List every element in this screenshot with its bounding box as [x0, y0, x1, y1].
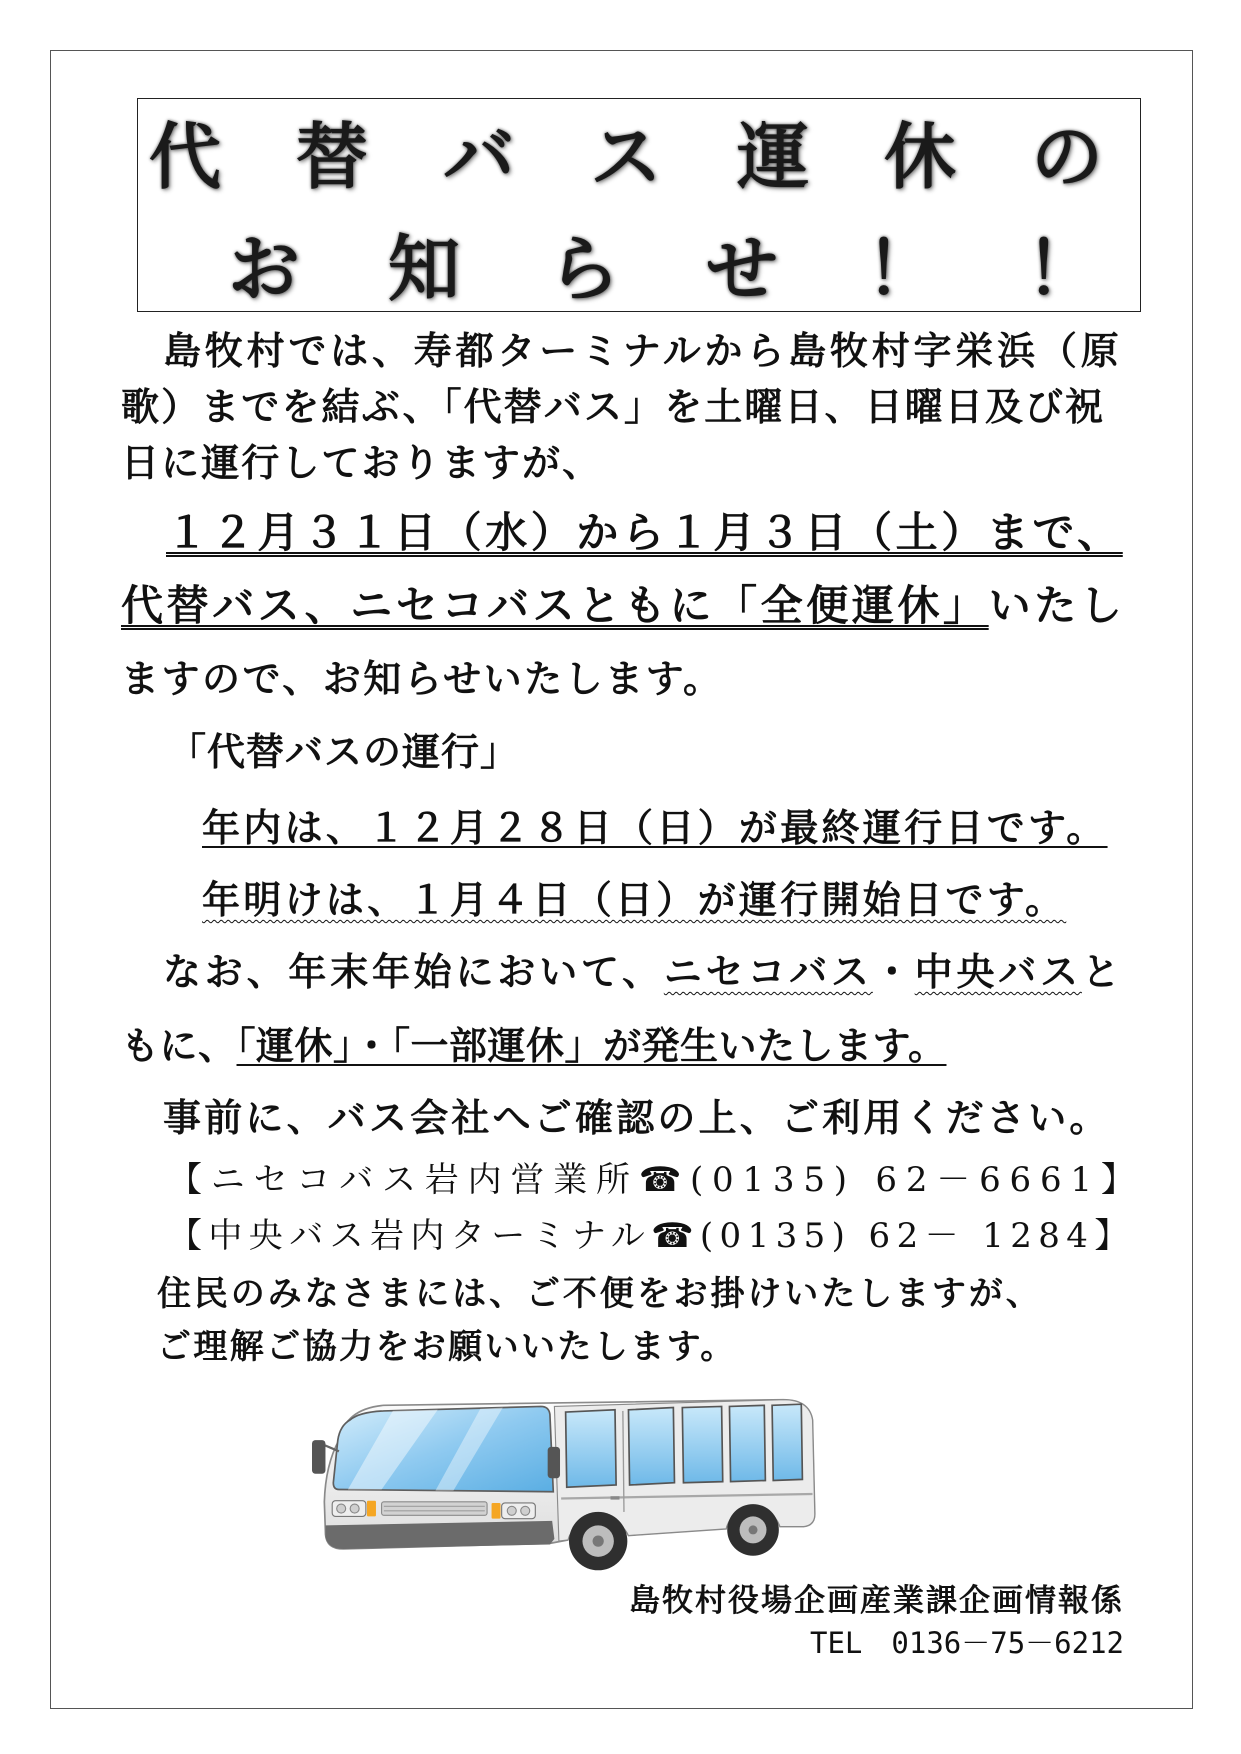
bracket-close: 】	[1094, 1216, 1135, 1256]
intro-line: 日に運行しておりますが、	[121, 441, 603, 485]
holiday-note-line-1	[163, 950, 1124, 994]
schedule-last-run-text: 年内は、１２月２８日（日）が最終運行日です。	[202, 806, 1108, 850]
title-line-2: お知らせ！！	[228, 227, 1186, 311]
apology-line: ご理解ご協力をお願いいたします。	[157, 1327, 737, 1367]
contact-niseko-bus	[168, 1160, 1144, 1200]
apology-line: 住民のみなさまには、ご不便をお掛けいたしますが、	[157, 1274, 1043, 1314]
wheel-cap	[749, 1525, 758, 1534]
holiday-note-separator: ・	[872, 950, 915, 994]
bus-indicator	[492, 1503, 501, 1519]
contact-chuo-bus	[168, 1216, 1135, 1256]
bus-grille	[382, 1502, 487, 1515]
chuo-bus-label: 中央バス	[914, 950, 1082, 994]
contact-name: ニセコバス岩内営業所	[210, 1160, 639, 1200]
intro-line: 島牧村では、寿都ターミナルから島牧村字栄浜（原	[163, 329, 1123, 373]
bus-side-mirror	[312, 1440, 325, 1474]
holiday-note-emphasis: 「運休」・「一部運休」が発生いたします。	[236, 1024, 947, 1068]
bracket-open: 【	[168, 1216, 209, 1256]
bracket-close: 】	[1100, 1160, 1144, 1200]
headlight-lamp	[521, 1506, 530, 1515]
suspension-closing: ますので、お知らせいたします。	[121, 657, 724, 701]
bus-door-handle	[611, 1496, 620, 1499]
holiday-note-lead: なお、年末年始において、	[163, 950, 664, 994]
footer-department: 島牧村役場企画産業課企画情報係	[629, 1583, 1124, 1619]
minibus-illustration	[312, 1395, 817, 1575]
schedule-first-run	[202, 878, 1067, 922]
suspension-period	[166, 508, 1123, 557]
title-line-1: 代替バス運休の	[149, 115, 1179, 199]
schedule-last-run	[202, 806, 1108, 850]
footer-tel: TEL 0136－75－6212	[810, 1626, 1124, 1660]
contact-phone: (0135) 62－ 1284	[699, 1216, 1095, 1256]
suspension-period-text: １２月３１日（水）から１月３日（土）まで、	[166, 508, 1123, 557]
schedule-heading: 「代替バスの運行」	[168, 730, 520, 774]
holiday-note-tail: と	[1081, 950, 1124, 994]
bus-indicator	[367, 1501, 376, 1517]
intro-line: 歌）までを結ぶ、「代替バス」を土曜日、日曜日及び祝	[121, 385, 1106, 429]
bus-side-window	[772, 1404, 802, 1480]
contact-name: 中央バス岩内ターミナル	[208, 1216, 652, 1256]
contact-phone: (0135) 62－6661	[689, 1160, 1101, 1200]
bus-side-window	[566, 1410, 617, 1487]
headlight-lamp	[507, 1506, 516, 1515]
schedule-first-run-text: 年明けは、１月４日（日）が運行開始日です。	[202, 878, 1067, 922]
telephone-icon: ☎	[638, 1160, 690, 1200]
niseko-bus-label: ニセコバス	[663, 950, 873, 994]
suspension-services-tail: いたし	[988, 581, 1126, 630]
headlight-lamp	[337, 1504, 346, 1513]
wheel-cap	[593, 1536, 604, 1547]
telephone-icon: ☎	[651, 1216, 700, 1256]
bus-side-window	[729, 1405, 765, 1481]
bus-bumper	[325, 1521, 554, 1549]
bus-side-window	[682, 1406, 722, 1482]
headlight-lamp	[350, 1504, 359, 1513]
bus-side-mirror	[548, 1447, 560, 1478]
holiday-note-line-2	[121, 1024, 947, 1068]
holiday-note-line2-lead: もに、	[121, 1024, 237, 1068]
suspension-services-text: 代替バス、ニセコバスともに「全便運休」	[121, 581, 989, 630]
holiday-note-advice: 事前に、バス会社へご確認の上、ご利用ください。	[163, 1096, 1111, 1140]
bus-side-window	[628, 1408, 674, 1485]
bracket-open: 【	[168, 1160, 211, 1200]
suspension-services	[121, 581, 1126, 630]
